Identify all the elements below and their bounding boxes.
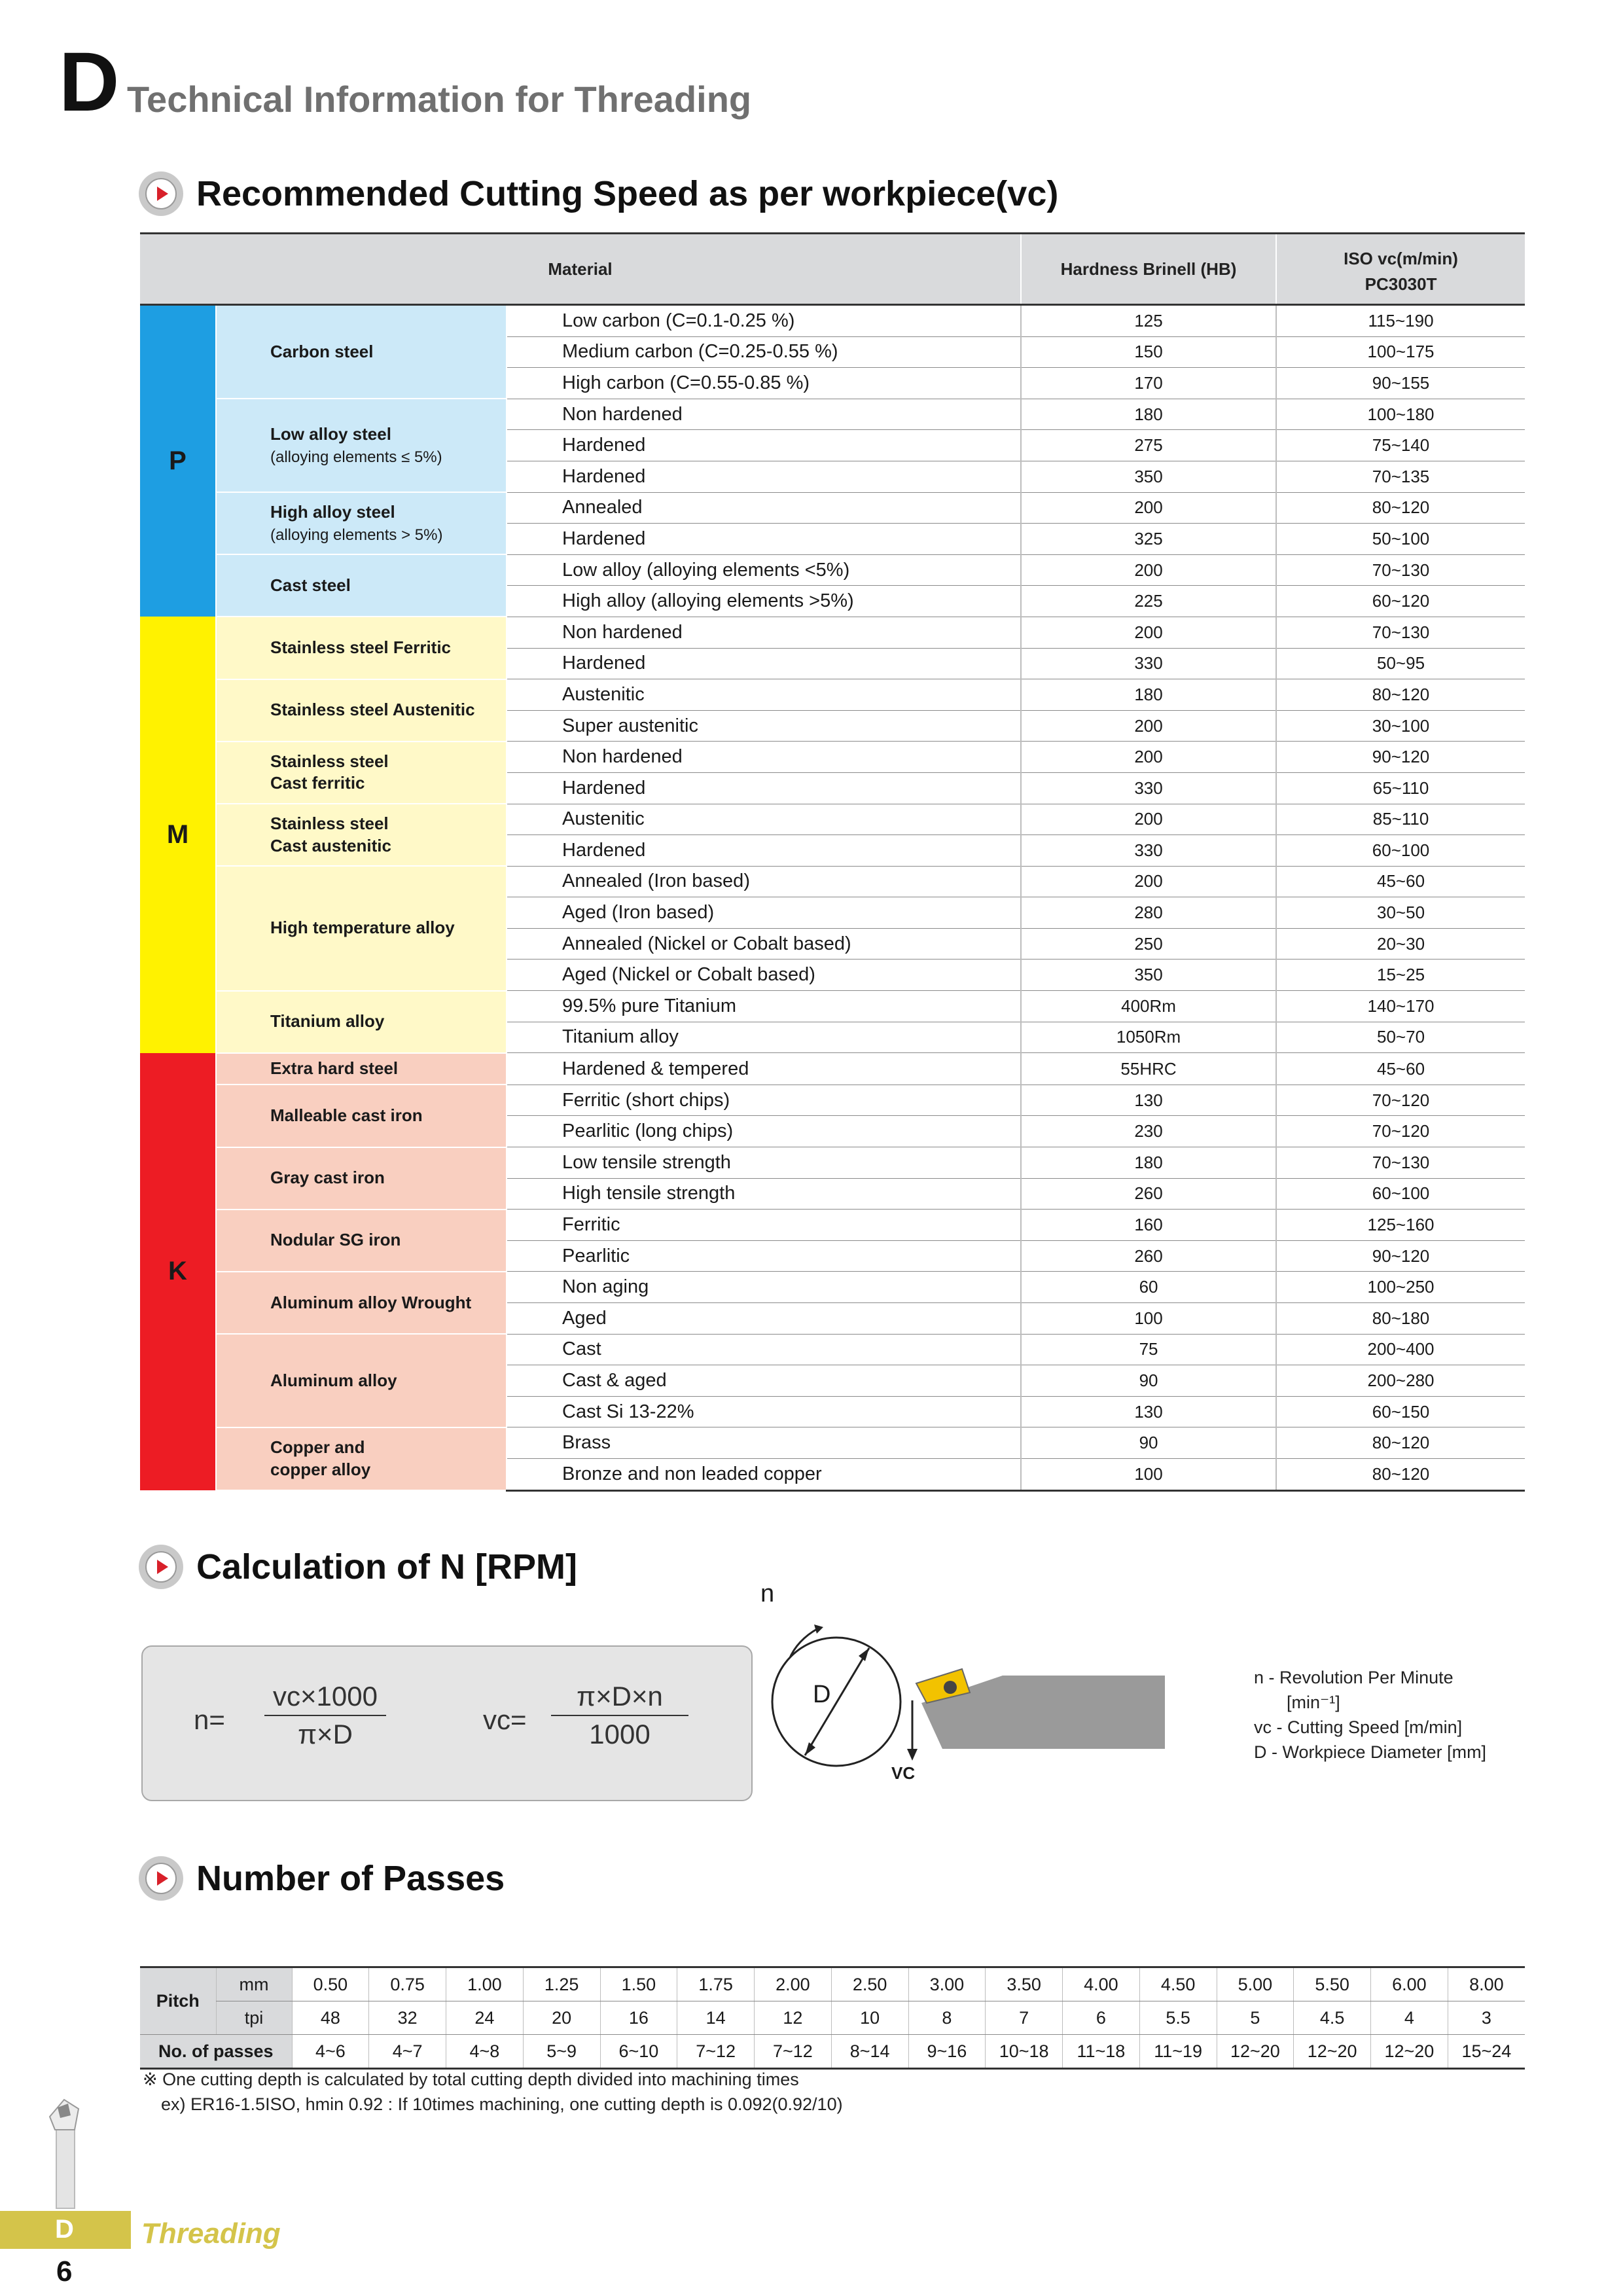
- hardness-value: 250: [1021, 928, 1276, 960]
- hardness-value: 100: [1021, 1458, 1276, 1490]
- table-row: [140, 1272, 1525, 1303]
- material-condition: Low alloy (alloying elements <5%): [507, 554, 1021, 586]
- material-condition: Aged: [507, 1303, 1021, 1335]
- header-hardness: Hardness Brinell (HB): [1021, 234, 1276, 305]
- table-row: [140, 617, 1525, 648]
- cutting-speed-value: 125~160: [1276, 1210, 1525, 1241]
- table-row: [140, 1053, 1525, 1085]
- hardness-value: 225: [1021, 586, 1276, 617]
- passes-value: 5~9: [523, 2035, 600, 2069]
- hardness-value: 200: [1021, 866, 1276, 897]
- hardness-value: 275: [1021, 430, 1276, 461]
- table-row: [140, 679, 1525, 711]
- material-condition: Bronze and non leaded copper: [507, 1458, 1021, 1490]
- table-row: [140, 1427, 1525, 1459]
- hardness-value: 130: [1021, 1085, 1276, 1116]
- pitch-mm-value: 5.50: [1294, 1967, 1371, 2001]
- section-title: Calculation of N [RPM]: [196, 1547, 577, 1587]
- pitch-tpi-value: 4: [1371, 2001, 1448, 2035]
- material-condition: Austenitic: [507, 679, 1021, 711]
- hardness-value: 280: [1021, 897, 1276, 929]
- pitch-tpi-value: 20: [523, 2001, 600, 2035]
- material-condition: Hardened & tempered: [507, 1053, 1021, 1085]
- diagram-n-label: n: [760, 1580, 775, 1607]
- material-group-subtitle: Cast austenitic: [270, 835, 391, 855]
- pitch-tpi-value: 14: [677, 2001, 755, 2035]
- hardness-value: 170: [1021, 368, 1276, 399]
- hardness-value: 100: [1021, 1303, 1276, 1335]
- material-group-name: High alloy steel: [270, 501, 395, 522]
- material-condition: Low tensile strength: [507, 1147, 1021, 1179]
- cutting-speed-value: 115~190: [1276, 305, 1525, 337]
- material-condition: Ferritic (short chips): [507, 1085, 1021, 1116]
- material-condition: Annealed (Iron based): [507, 866, 1021, 897]
- pitch-tpi-value: 5.5: [1139, 2001, 1217, 2035]
- material-group: [216, 1085, 507, 1147]
- pitch-mm-value: 4.50: [1139, 1967, 1217, 2001]
- hardness-value: 180: [1021, 679, 1276, 711]
- cutting-speed-value: 70~120: [1276, 1116, 1525, 1147]
- material-condition: Ferritic: [507, 1210, 1021, 1241]
- pitch-tpi-value: 8: [908, 2001, 986, 2035]
- material-group: [216, 742, 507, 804]
- material-group: [216, 1427, 507, 1490]
- pitch-mm-value: 1.50: [600, 1967, 677, 2001]
- material-condition: Titanium alloy: [507, 1022, 1021, 1053]
- hardness-value: 330: [1021, 835, 1276, 867]
- material-group: [216, 1334, 507, 1427]
- material-condition: Austenitic: [507, 804, 1021, 835]
- hardness-value: 400Rm: [1021, 991, 1276, 1022]
- table-row: [140, 866, 1525, 897]
- cutting-speed-value: 70~135: [1276, 461, 1525, 492]
- pitch-mm-value: 4.00: [1063, 1967, 1140, 2001]
- hardness-value: 55HRC: [1021, 1053, 1276, 1085]
- hardness-value: 325: [1021, 524, 1276, 555]
- legend-line-d: D - Workpiece Diameter [mm]: [1254, 1742, 1487, 1762]
- formula-vc-fraction: [551, 1681, 688, 1750]
- pitch-tpi-value: 5: [1217, 2001, 1294, 2035]
- material-group: [216, 679, 507, 742]
- section-title: Recommended Cutting Speed as per workpiece(vc): [196, 174, 1059, 213]
- material-condition: Annealed: [507, 492, 1021, 524]
- pitch-tpi-value: 3: [1448, 2001, 1525, 2035]
- material-group-name: High temperature alloy: [270, 918, 455, 938]
- pitch-mm-value: 1.25: [523, 1967, 600, 2001]
- table-row: [140, 554, 1525, 586]
- cutting-speed-value: 200~400: [1276, 1334, 1525, 1365]
- material-condition: High carbon (C=0.55-0.85 %): [507, 368, 1021, 399]
- cutting-speed-value: 60~100: [1276, 1178, 1525, 1210]
- hardness-value: 150: [1021, 336, 1276, 368]
- cutting-speed-value: 200~280: [1276, 1365, 1525, 1397]
- hardness-value: 350: [1021, 960, 1276, 991]
- material-condition: Hardened: [507, 648, 1021, 679]
- header-material: Material: [140, 234, 1021, 305]
- hardness-value: 125: [1021, 305, 1276, 337]
- passes-value: 11~19: [1139, 2035, 1217, 2069]
- cutting-speed-value: 90~120: [1276, 742, 1525, 773]
- material-group-name: Nodular SG iron: [270, 1230, 401, 1250]
- material-condition: Super austenitic: [507, 710, 1021, 742]
- material-group: [216, 1147, 507, 1210]
- cutting-speed-value: 100~175: [1276, 336, 1525, 368]
- pitch-tpi-value: 12: [755, 2001, 832, 2035]
- table-row: [140, 1210, 1525, 1241]
- play-arrow-icon: [139, 1545, 183, 1589]
- hardness-value: 230: [1021, 1116, 1276, 1147]
- formula-n-fraction: [264, 1681, 386, 1750]
- passes-value: 7~12: [677, 2035, 755, 2069]
- cutting-speed-value: 30~50: [1276, 897, 1525, 929]
- material-condition: High alloy (alloying elements >5%): [507, 586, 1021, 617]
- material-group: [216, 617, 507, 679]
- cutting-speed-value: 85~110: [1276, 804, 1525, 835]
- pitch-tpi-value: 6: [1063, 2001, 1140, 2035]
- pitch-label: Pitch: [140, 1967, 216, 2035]
- hardness-value: 200: [1021, 492, 1276, 524]
- cutting-speed-value: 100~250: [1276, 1272, 1525, 1303]
- pitch-mm-value: 3.00: [908, 1967, 986, 2001]
- hardness-value: 200: [1021, 617, 1276, 648]
- material-condition: Hardened: [507, 524, 1021, 555]
- cutting-speed-value: 60~100: [1276, 835, 1525, 867]
- mm-label: mm: [216, 1967, 292, 2001]
- diagram-vc-label: VC: [891, 1763, 916, 1783]
- material-group: [216, 554, 507, 617]
- material-group-name: Copper and: [270, 1437, 365, 1458]
- table-header-row: [140, 234, 1525, 305]
- material-group-subtitle: (alloying elements ≤ 5%): [270, 448, 442, 466]
- hardness-value: 330: [1021, 772, 1276, 804]
- cutting-speed-value: 65~110: [1276, 772, 1525, 804]
- pitch-mm-value: 1.75: [677, 1967, 755, 2001]
- hardness-value: 330: [1021, 648, 1276, 679]
- cutting-speed-value: 45~60: [1276, 866, 1525, 897]
- hardness-value: 200: [1021, 554, 1276, 586]
- pitch-tpi-value: 4.5: [1294, 2001, 1371, 2035]
- passes-value: 4~8: [446, 2035, 524, 2069]
- pitch-mm-value: 2.50: [831, 1967, 908, 2001]
- material-condition: Non hardened: [507, 617, 1021, 648]
- formula-vc-denominator: 1000: [589, 1719, 651, 1749]
- material-group: [216, 1053, 507, 1085]
- material-condition: 99.5% pure Titanium: [507, 991, 1021, 1022]
- material-condition: Medium carbon (C=0.25-0.55 %): [507, 336, 1021, 368]
- material-group-name: Extra hard steel: [270, 1058, 399, 1079]
- material-group: [216, 305, 507, 399]
- passes-value: 9~16: [908, 2035, 986, 2069]
- hardness-value: 200: [1021, 710, 1276, 742]
- legend-line-vc: vc - Cutting Speed [m/min]: [1254, 1717, 1463, 1737]
- cutting-speed-value: 140~170: [1276, 991, 1525, 1022]
- material-group-name: Malleable cast iron: [270, 1105, 423, 1126]
- section-heading-cutting-speed: [139, 171, 1058, 216]
- chapter-letter: D: [59, 35, 120, 129]
- material-condition: Hardened: [507, 461, 1021, 492]
- hardness-value: 350: [1021, 461, 1276, 492]
- formula-n-denominator: π×D: [298, 1719, 353, 1749]
- material-condition: High tensile strength: [507, 1178, 1021, 1210]
- hardness-value: 180: [1021, 1147, 1276, 1179]
- material-group: [216, 1210, 507, 1272]
- formula-box: [141, 1645, 753, 1801]
- material-group-name: Cast steel: [270, 575, 351, 595]
- table-row: [140, 1334, 1525, 1365]
- pitch-mm-value: 8.00: [1448, 1967, 1525, 2001]
- material-group-subtitle: copper alloy: [270, 1459, 371, 1479]
- cutting-speed-value: 70~120: [1276, 1085, 1525, 1116]
- material-condition: Annealed (Nickel or Cobalt based): [507, 928, 1021, 960]
- material-condition: Cast: [507, 1334, 1021, 1365]
- cutting-speed-value: 30~100: [1276, 710, 1525, 742]
- hardness-value: 1050Rm: [1021, 1022, 1276, 1053]
- cutting-speed-value: 100~180: [1276, 399, 1525, 430]
- section-heading-passes: [139, 1856, 505, 1901]
- class-label-m: M: [140, 617, 216, 1052]
- cutting-speed-value: 70~130: [1276, 554, 1525, 586]
- cutting-speed-value: 75~140: [1276, 430, 1525, 461]
- material-condition: Hardened: [507, 430, 1021, 461]
- pitch-mm-value: 0.50: [292, 1967, 369, 2001]
- hardness-value: 200: [1021, 742, 1276, 773]
- cutting-speed-value: 70~130: [1276, 1147, 1525, 1179]
- material-condition: Cast Si 13-22%: [507, 1396, 1021, 1427]
- cutting-speed-value: 50~70: [1276, 1022, 1525, 1053]
- material-group-name: Low alloy steel: [270, 423, 391, 444]
- material-group-name: Carbon steel: [270, 341, 374, 361]
- material-condition: Aged (Nickel or Cobalt based): [507, 960, 1021, 991]
- material-group: [216, 804, 507, 866]
- tpi-label: tpi: [216, 2001, 292, 2035]
- note-line-2: ex) ER16-1.5ISO, hmin 0.92 : If 10times machining, one cutting depth is 0.092(0.92/10): [161, 2094, 843, 2114]
- material-condition: Non hardened: [507, 742, 1021, 773]
- material-group: [216, 866, 507, 990]
- footer-tab-letter: D: [55, 2215, 74, 2244]
- cutting-speed-table: [140, 232, 1525, 1492]
- passes-table: [140, 1966, 1525, 2070]
- section-heading-calculation: [139, 1545, 577, 1589]
- table-row: [140, 399, 1525, 430]
- passes-value: 4~6: [292, 2035, 369, 2069]
- material-condition: Non hardened: [507, 399, 1021, 430]
- pitch-mm-value: 3.50: [986, 1967, 1063, 2001]
- pitch-mm-value: 6.00: [1371, 1967, 1448, 2001]
- cutting-speed-value: 80~120: [1276, 1458, 1525, 1490]
- material-condition: Hardened: [507, 835, 1021, 867]
- table-row: [140, 804, 1525, 835]
- material-group-subtitle: Cast ferritic: [270, 773, 365, 793]
- pitch-tpi-value: 32: [369, 2001, 446, 2035]
- passes-value: 6~10: [600, 2035, 677, 2069]
- table-row: [140, 1085, 1525, 1116]
- header-iso-vc: [1276, 234, 1525, 305]
- diagram-d-label: D: [813, 1681, 831, 1708]
- table-row-tpi: [140, 2001, 1525, 2035]
- cutting-speed-value: 70~130: [1276, 617, 1525, 648]
- table-row: [140, 742, 1525, 773]
- material-condition: Aged (Iron based): [507, 897, 1021, 929]
- section-title: Number of Passes: [196, 1859, 505, 1898]
- class-label-k: K: [140, 1053, 216, 1490]
- table-row: [140, 492, 1525, 524]
- pitch-tpi-value: 16: [600, 2001, 677, 2035]
- pitch-tpi-value: 48: [292, 2001, 369, 2035]
- material-group-name: Stainless steel Ferritic: [270, 637, 452, 658]
- cutting-speed-value: 50~95: [1276, 648, 1525, 679]
- material-group-name: Aluminum alloy Wrought: [270, 1292, 472, 1312]
- material-condition: Hardened: [507, 772, 1021, 804]
- pitch-mm-value: 2.00: [755, 1967, 832, 2001]
- passes-value: 15~24: [1448, 2035, 1525, 2069]
- table-row: [140, 991, 1525, 1022]
- cutting-speed-value: 60~150: [1276, 1396, 1525, 1427]
- material-group-subtitle: (alloying elements > 5%): [270, 526, 443, 544]
- legend-line-unit: [min⁻¹]: [1287, 1693, 1340, 1712]
- play-arrow-icon: [139, 1856, 183, 1901]
- threading-tool-icon: [45, 2098, 85, 2210]
- passes-value: 11~18: [1063, 2035, 1140, 2069]
- material-group: [216, 399, 507, 492]
- formula-vc-numerator: π×D×n: [551, 1681, 688, 1716]
- hardness-value: 200: [1021, 804, 1276, 835]
- hardness-value: 130: [1021, 1396, 1276, 1427]
- hardness-value: 75: [1021, 1334, 1276, 1365]
- cutting-speed-value: 50~100: [1276, 524, 1525, 555]
- table-row: [140, 1147, 1525, 1179]
- material-condition: Pearlitic: [507, 1240, 1021, 1272]
- hardness-value: 90: [1021, 1427, 1276, 1459]
- passes-value: 10~18: [986, 2035, 1063, 2069]
- legend-line-n: n - Revolution Per Minute: [1254, 1668, 1454, 1687]
- pitch-tpi-value: 10: [831, 2001, 908, 2035]
- passes-value: 12~20: [1294, 2035, 1371, 2069]
- material-condition: Non aging: [507, 1272, 1021, 1303]
- cutting-speed-value: 45~60: [1276, 1053, 1525, 1085]
- page-title: Technical Information for Threading: [127, 79, 752, 120]
- hardness-value: 60: [1021, 1272, 1276, 1303]
- material-group: [216, 991, 507, 1053]
- table-row-passes: [140, 2035, 1525, 2069]
- material-condition: Brass: [507, 1427, 1021, 1459]
- passes-label: No. of passes: [140, 2035, 292, 2069]
- pitch-tpi-value: 24: [446, 2001, 524, 2035]
- header-iso-line1: ISO vc(m/min): [1344, 249, 1458, 268]
- hardness-value: 160: [1021, 1210, 1276, 1241]
- material-condition: Cast & aged: [507, 1365, 1021, 1397]
- class-label-p: P: [140, 305, 216, 617]
- material-group: [216, 492, 507, 554]
- hardness-value: 90: [1021, 1365, 1276, 1397]
- passes-value: 12~20: [1371, 2035, 1448, 2069]
- header-iso-line2: PC3030T: [1364, 274, 1437, 294]
- pitch-mm-value: 5.00: [1217, 1967, 1294, 2001]
- note-line-1: ※ One cutting depth is calculated by total cutting depth divided into machining times: [143, 2070, 799, 2089]
- material-group-name: Stainless steel: [270, 813, 389, 833]
- cutting-speed-value: 80~120: [1276, 492, 1525, 524]
- table-row: [140, 305, 1525, 337]
- hardness-value: 260: [1021, 1178, 1276, 1210]
- passes-value: 7~12: [755, 2035, 832, 2069]
- cutting-speed-value: 80~180: [1276, 1303, 1525, 1335]
- cutting-speed-value: 80~120: [1276, 1427, 1525, 1459]
- cutting-speed-value: 90~120: [1276, 1240, 1525, 1272]
- table-row-mm: [140, 1967, 1525, 2001]
- cutting-speed-value: 80~120: [1276, 679, 1525, 711]
- formula-vc-label: vc=: [483, 1704, 527, 1735]
- passes-value: 8~14: [831, 2035, 908, 2069]
- material-condition: Low carbon (C=0.1-0.25 %): [507, 305, 1021, 337]
- passes-value: 4~7: [369, 2035, 446, 2069]
- cutting-speed-value: 15~25: [1276, 960, 1525, 991]
- cutting-speed-value: 60~120: [1276, 586, 1525, 617]
- passes-value: 12~20: [1217, 2035, 1294, 2069]
- pitch-mm-value: 0.75: [369, 1967, 446, 2001]
- material-group-name: Gray cast iron: [270, 1168, 385, 1188]
- play-arrow-icon: [139, 171, 183, 216]
- material-group-name: Aluminum alloy: [270, 1370, 397, 1390]
- cutting-speed-value: 90~155: [1276, 368, 1525, 399]
- page-number: 6: [56, 2255, 73, 2287]
- material-group: [216, 1272, 507, 1334]
- pitch-mm-value: 1.00: [446, 1967, 524, 2001]
- formula-n-numerator: vc×1000: [264, 1681, 386, 1716]
- hardness-value: 260: [1021, 1240, 1276, 1272]
- material-group-name: Stainless steel: [270, 751, 389, 771]
- footer-section-name: Threading: [141, 2217, 281, 2250]
- hardness-value: 180: [1021, 399, 1276, 430]
- material-condition: Pearlitic (long chips): [507, 1116, 1021, 1147]
- pitch-tpi-value: 7: [986, 2001, 1063, 2035]
- formula-n-label: n=: [194, 1704, 225, 1735]
- material-group-name: Stainless steel Austenitic: [270, 700, 475, 720]
- cutting-speed-value: 20~30: [1276, 928, 1525, 960]
- material-group-name: Titanium alloy: [270, 1011, 385, 1031]
